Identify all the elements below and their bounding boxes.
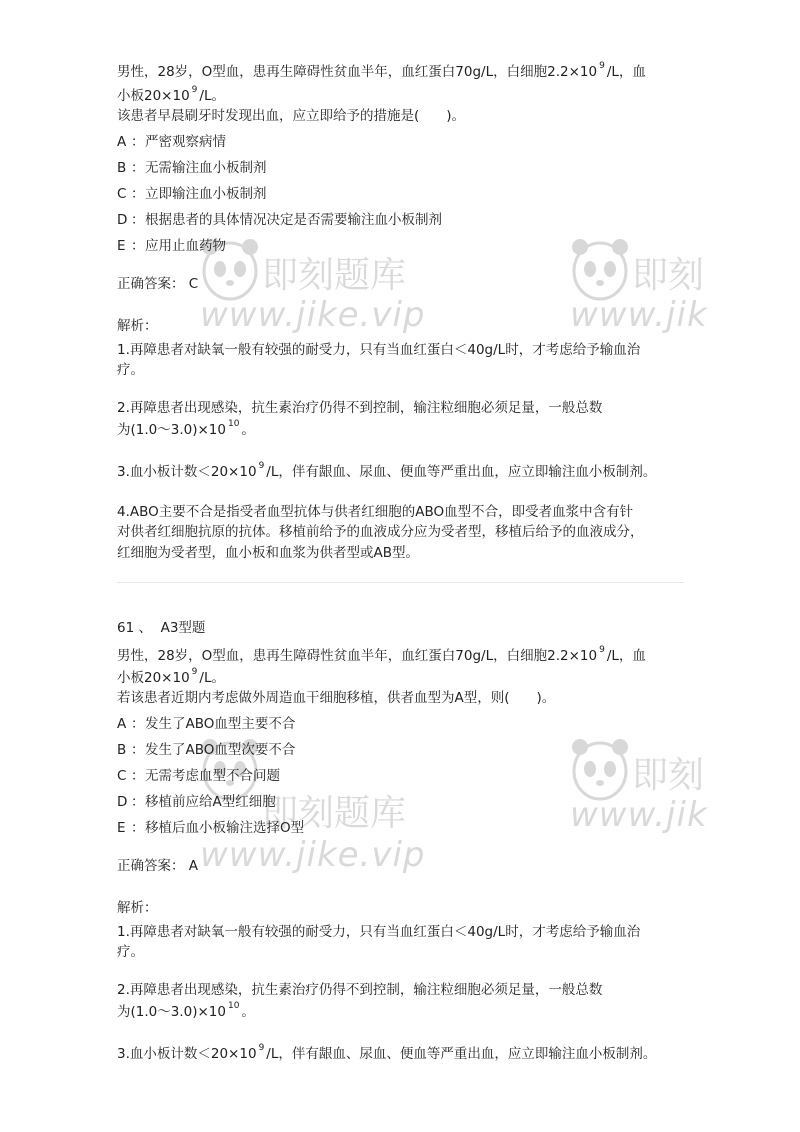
analysis-2-line-2: 为(1.0～3.0)×10 $^{10}$ 。 xyxy=(117,1001,255,1020)
analysis-2-line-1: 2.再障患者出现感染，抗生素治疗仍得不到控制，输注粒细胞必须足量，一般总数 xyxy=(117,982,603,998)
analysis-4-line-3: 红细胞为受者型，血小板和血浆为供者型或AB型。 xyxy=(117,545,419,561)
analysis-4-line-1: 4.ABO主要不合是指受者血型抗体与供者红细胞的ABO血型不合，即受者血浆中含有针 xyxy=(117,504,634,520)
section-divider xyxy=(117,582,684,583)
stem-line-1: 男性，28岁，O型血，患再生障碍性贫血半年，血红蛋白70g/L，白细胞2.2×10 $^9$ /L，血 xyxy=(117,645,646,664)
stem-line-2: 小板20×10 $^9$ /L。 xyxy=(117,667,225,686)
question-header xyxy=(117,618,205,638)
option-d[interactable]: D ：根据患者的具体情况决定是否需要输注血小板制剂 xyxy=(117,212,442,228)
question-type: A3型题 xyxy=(160,620,206,636)
option-a[interactable]: A ：发生了ABO血型主要不合 xyxy=(117,716,296,732)
option-b[interactable]: B ：发生了ABO血型次要不合 xyxy=(117,742,296,758)
watermark-brand: 即刻题库 xyxy=(262,255,407,296)
panda-logo-icon xyxy=(570,235,630,305)
analysis-3: 3.血小板计数＜20×10 $^9$ /L，伴有龈血、尿血、便血等严重出血，应立即输注血小板制剂。 xyxy=(117,461,657,480)
analysis-label: 解析： xyxy=(117,318,158,334)
question-number: 61 、 xyxy=(117,620,152,636)
stem-line-2: 小板20×10 $^9$ /L。 xyxy=(117,85,225,104)
analysis-2-line-1: 2.再障患者出现感染，抗生素治疗仍得不到控制，输注粒细胞必须足量，一般总数 xyxy=(117,400,603,416)
watermark-1 xyxy=(200,235,460,355)
option-a[interactable]: A ：严密观察病情 xyxy=(117,134,226,150)
watermark-4 xyxy=(570,735,708,865)
analysis-1-line-2: 疗。 xyxy=(117,362,144,378)
analysis-2-line-2: 为(1.0～3.0)×10 $^{10}$ 。 xyxy=(117,419,255,438)
answer-value: A xyxy=(188,858,199,874)
question-text: 若该患者近期内考虑做外周造血干细胞移植，供者血型为A型，则( )。 xyxy=(117,690,556,706)
option-e[interactable]: E ：应用止血药物 xyxy=(117,238,226,254)
watermark-url: www.jike.vip xyxy=(200,835,426,875)
analysis-1-line-1: 1.再障患者对缺氧一般有较强的耐受力，只有当血红蛋白＜40g/L时，才考虑给予输血治 xyxy=(117,924,641,940)
correct-answer: 正确答案： A xyxy=(117,858,199,874)
watermark-url-partial: www.jik xyxy=(570,795,708,835)
watermark-url-partial: www.jik xyxy=(570,295,708,335)
watermark-brand-partial: 即刻 xyxy=(632,755,705,796)
option-d[interactable]: D ：移植前应给A型红细胞 xyxy=(117,794,276,810)
analysis-3: 3.血小板计数＜20×10 $^9$ /L，伴有龈血、尿血、便血等严重出血，应立即输注血小板制剂。 xyxy=(117,1043,657,1062)
analysis-4-line-2: 对供者红细胞抗原的抗体。移植前给予的血液成分应为受者型，移植后给予的血液成分， xyxy=(117,524,644,540)
watermark-brand-partial: 即刻 xyxy=(632,255,705,296)
analysis-1-line-1: 1.再障患者对缺氧一般有较强的耐受力，只有当血红蛋白＜40g/L时，才考虑给予输血治 xyxy=(117,342,641,358)
question-text: 该患者早晨刷牙时发现出血，应立即给予的措施是( )。 xyxy=(117,108,466,124)
option-c[interactable]: C ：无需考虑血型不合问题 xyxy=(117,768,280,784)
watermark-brand: 即刻题库 xyxy=(262,793,407,834)
analysis-label: 解析： xyxy=(117,900,158,916)
answer-value: C xyxy=(188,276,199,292)
panda-logo-icon xyxy=(570,735,630,805)
watermark-url: www.jike.vip xyxy=(200,295,426,335)
option-b[interactable]: B ：无需输注血小板制剂 xyxy=(117,160,267,176)
option-c[interactable]: C ：立即输注血小板制剂 xyxy=(117,186,267,202)
watermark-2 xyxy=(570,235,708,355)
analysis-1-line-2: 疗。 xyxy=(117,944,144,960)
correct-answer: 正确答案： C xyxy=(117,276,199,292)
stem-line-1: 男性，28岁，O型血，患再生障碍性贫血半年，血红蛋白70g/L，白细胞2.2×10 $^9$ /L，血 xyxy=(117,61,646,80)
option-e[interactable]: E ：移植后血小板输注选择O型 xyxy=(117,820,305,836)
